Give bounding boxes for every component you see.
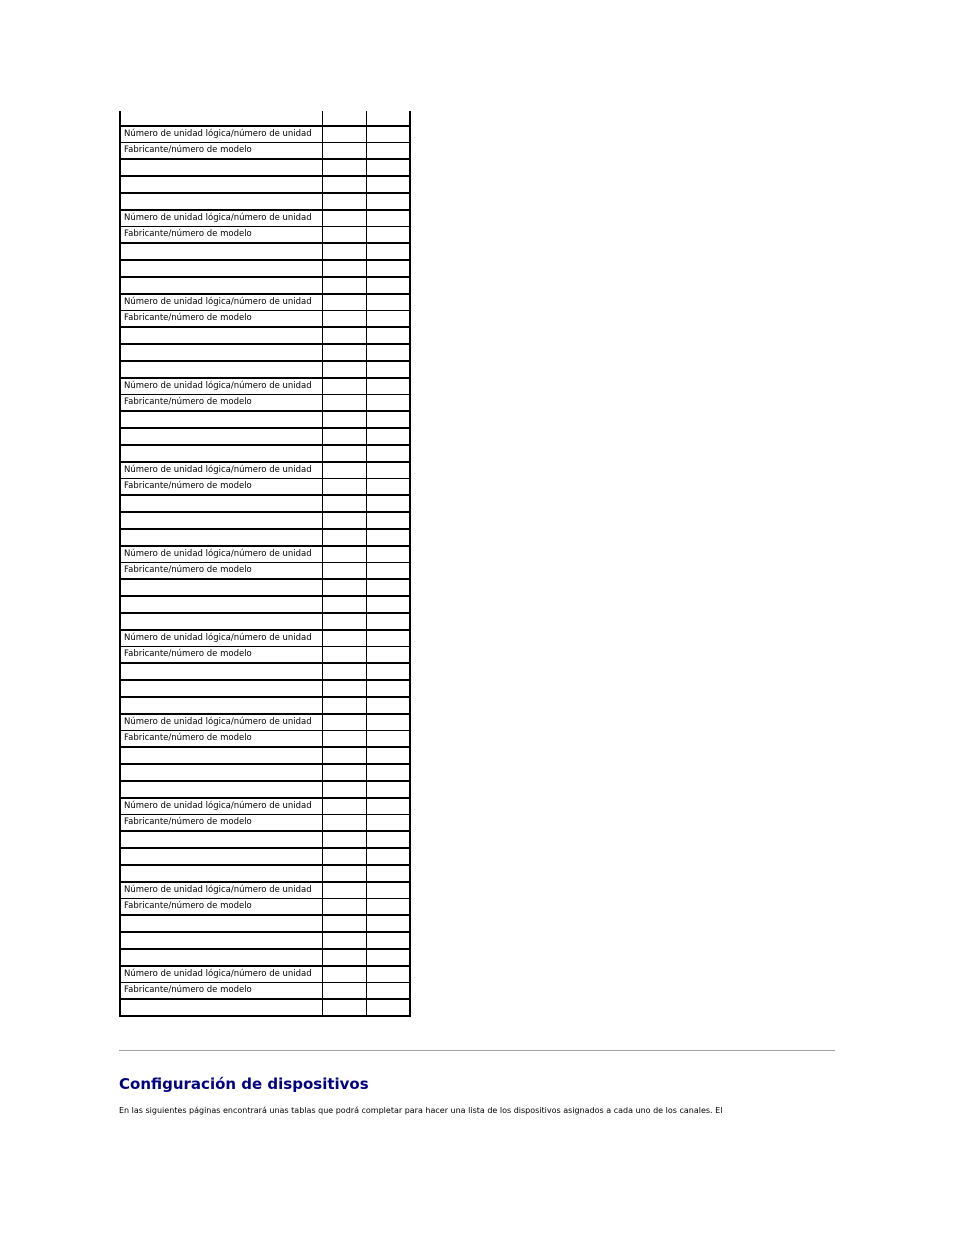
empty-cell xyxy=(120,512,323,529)
table-row xyxy=(120,865,410,882)
value-cell xyxy=(367,512,411,529)
table-row xyxy=(120,294,410,311)
table-row xyxy=(120,227,410,244)
device-form-body xyxy=(120,111,410,1016)
empty-cell xyxy=(120,579,323,596)
value-cell xyxy=(367,344,411,361)
value-cell xyxy=(323,798,367,815)
table-row xyxy=(120,630,410,647)
table-row xyxy=(120,983,410,1000)
lun-label-cell: Número de unidad lógica/número de unidad xyxy=(120,630,323,647)
table-row xyxy=(120,714,410,731)
table-row xyxy=(120,882,410,899)
value-cell xyxy=(323,111,367,126)
value-cell xyxy=(367,647,411,664)
table-row xyxy=(120,327,410,344)
lun-label-cell: Número de unidad lógica/número de unidad xyxy=(120,294,323,311)
value-cell xyxy=(367,277,411,294)
value-cell xyxy=(323,277,367,294)
value-cell xyxy=(367,630,411,647)
value-cell xyxy=(367,159,411,176)
lun-label-cell: Número de unidad lógica/número de unidad xyxy=(120,966,323,983)
lun-label-cell: Número de unidad lógica/número de unidad xyxy=(120,882,323,899)
value-cell xyxy=(367,243,411,260)
table-row xyxy=(120,260,410,277)
empty-cell xyxy=(120,932,323,949)
table-row xyxy=(120,932,410,949)
value-cell xyxy=(367,596,411,613)
empty-cell xyxy=(120,495,323,512)
value-cell xyxy=(367,899,411,916)
value-cell xyxy=(323,479,367,496)
table-row xyxy=(120,243,410,260)
value-cell xyxy=(323,831,367,848)
vendor-label-cell: Fabricante/número de modelo xyxy=(120,983,323,1000)
table-row xyxy=(120,579,410,596)
table-row xyxy=(120,596,410,613)
empty-cell xyxy=(120,680,323,697)
lun-label-cell: Número de unidad lógica/número de unidad xyxy=(120,462,323,479)
value-cell xyxy=(323,899,367,916)
lun-label-cell: Número de unidad lógica/número de unidad xyxy=(120,714,323,731)
value-cell xyxy=(323,579,367,596)
value-cell xyxy=(323,680,367,697)
value-cell xyxy=(323,159,367,176)
vendor-label-cell: Fabricante/número de modelo xyxy=(120,563,323,580)
vendor-label-cell: Fabricante/número de modelo xyxy=(120,899,323,916)
value-cell xyxy=(367,764,411,781)
value-cell xyxy=(323,915,367,932)
value-cell xyxy=(367,663,411,680)
value-cell xyxy=(367,495,411,512)
empty-cell xyxy=(120,747,323,764)
table-row xyxy=(120,462,410,479)
table-row xyxy=(120,111,410,126)
empty-cell xyxy=(120,428,323,445)
table-row xyxy=(120,344,410,361)
value-cell xyxy=(367,798,411,815)
value-cell xyxy=(323,865,367,882)
table-row xyxy=(120,143,410,160)
empty-cell xyxy=(120,697,323,714)
table-row xyxy=(120,563,410,580)
empty-cell xyxy=(120,344,323,361)
empty-cell xyxy=(120,176,323,193)
empty-cell xyxy=(120,111,323,126)
value-cell xyxy=(323,445,367,462)
value-cell xyxy=(367,311,411,328)
value-cell xyxy=(367,697,411,714)
table-row xyxy=(120,781,410,798)
value-cell xyxy=(367,111,411,126)
empty-cell xyxy=(120,361,323,378)
value-cell xyxy=(367,260,411,277)
value-cell xyxy=(367,781,411,798)
lun-label-cell: Número de unidad lógica/número de unidad xyxy=(120,378,323,395)
value-cell xyxy=(323,227,367,244)
section-body-text: En las siguientes páginas encontrará unas tablas que podrá completar para hacer una lista de los dispositivos asignados a cada uno de los canales. El xyxy=(119,1106,723,1115)
empty-cell xyxy=(120,159,323,176)
lun-label-cell: Número de unidad lógica/número de unidad xyxy=(120,126,323,143)
lun-label-cell: Número de unidad lógica/número de unidad xyxy=(120,210,323,227)
vendor-label-cell: Fabricante/número de modelo xyxy=(120,647,323,664)
value-cell xyxy=(367,563,411,580)
vendor-label-cell: Fabricante/número de modelo xyxy=(120,227,323,244)
value-cell xyxy=(367,932,411,949)
table-row xyxy=(120,747,410,764)
value-cell xyxy=(367,714,411,731)
table-row xyxy=(120,899,410,916)
vendor-label-cell: Fabricante/número de modelo xyxy=(120,479,323,496)
value-cell xyxy=(367,579,411,596)
empty-cell xyxy=(120,915,323,932)
table-row xyxy=(120,277,410,294)
vendor-label-cell: Fabricante/número de modelo xyxy=(120,395,323,412)
value-cell xyxy=(323,815,367,832)
vendor-label-cell: Fabricante/número de modelo xyxy=(120,311,323,328)
value-cell xyxy=(323,983,367,1000)
value-cell xyxy=(323,361,367,378)
value-cell xyxy=(323,546,367,563)
table-row xyxy=(120,512,410,529)
table-row xyxy=(120,176,410,193)
table-row xyxy=(120,411,410,428)
value-cell xyxy=(367,815,411,832)
table-row xyxy=(120,126,410,143)
value-cell xyxy=(367,999,411,1016)
vendor-label-cell: Fabricante/número de modelo xyxy=(120,143,323,160)
value-cell xyxy=(323,882,367,899)
empty-cell xyxy=(120,411,323,428)
empty-cell xyxy=(120,848,323,865)
value-cell xyxy=(367,479,411,496)
table-row xyxy=(120,395,410,412)
value-cell xyxy=(367,848,411,865)
empty-cell xyxy=(120,193,323,210)
table-row xyxy=(120,949,410,966)
value-cell xyxy=(323,529,367,546)
table-row xyxy=(120,159,410,176)
empty-cell xyxy=(120,949,323,966)
empty-cell xyxy=(120,663,323,680)
table-row xyxy=(120,966,410,983)
value-cell xyxy=(323,411,367,428)
value-cell xyxy=(367,680,411,697)
value-cell xyxy=(323,327,367,344)
value-cell xyxy=(323,781,367,798)
value-cell xyxy=(323,462,367,479)
value-cell xyxy=(367,126,411,143)
table-row xyxy=(120,361,410,378)
table-row xyxy=(120,311,410,328)
value-cell xyxy=(323,378,367,395)
table-row xyxy=(120,546,410,563)
empty-cell xyxy=(120,831,323,848)
value-cell xyxy=(323,260,367,277)
value-cell xyxy=(323,647,367,664)
empty-cell xyxy=(120,764,323,781)
value-cell xyxy=(323,596,367,613)
table-row xyxy=(120,798,410,815)
value-cell xyxy=(323,210,367,227)
table-row xyxy=(120,529,410,546)
empty-cell xyxy=(120,865,323,882)
empty-cell xyxy=(120,999,323,1016)
value-cell xyxy=(323,126,367,143)
value-cell xyxy=(323,731,367,748)
value-cell xyxy=(323,294,367,311)
value-cell xyxy=(323,193,367,210)
value-cell xyxy=(367,143,411,160)
value-cell xyxy=(323,344,367,361)
table-row xyxy=(120,764,410,781)
table-row xyxy=(120,495,410,512)
empty-cell xyxy=(120,260,323,277)
value-cell xyxy=(367,411,411,428)
value-cell xyxy=(367,395,411,412)
table-row xyxy=(120,731,410,748)
value-cell xyxy=(367,193,411,210)
value-cell xyxy=(323,630,367,647)
table-row xyxy=(120,831,410,848)
lun-label-cell: Número de unidad lógica/número de unidad xyxy=(120,546,323,563)
table-row xyxy=(120,680,410,697)
empty-cell xyxy=(120,327,323,344)
table-row xyxy=(120,663,410,680)
empty-cell xyxy=(120,277,323,294)
table-row xyxy=(120,193,410,210)
value-cell xyxy=(323,243,367,260)
table-row xyxy=(120,210,410,227)
value-cell xyxy=(323,949,367,966)
value-cell xyxy=(323,143,367,160)
lun-label-cell: Número de unidad lógica/número de unidad xyxy=(120,798,323,815)
value-cell xyxy=(323,311,367,328)
value-cell xyxy=(367,546,411,563)
device-form-table xyxy=(119,111,411,1017)
empty-cell xyxy=(120,445,323,462)
value-cell xyxy=(323,613,367,630)
value-cell xyxy=(323,697,367,714)
value-cell xyxy=(323,663,367,680)
value-cell xyxy=(323,428,367,445)
value-cell xyxy=(323,176,367,193)
table-row xyxy=(120,915,410,932)
value-cell xyxy=(367,361,411,378)
value-cell xyxy=(323,966,367,983)
value-cell xyxy=(323,714,367,731)
table-row xyxy=(120,613,410,630)
value-cell xyxy=(323,848,367,865)
value-cell xyxy=(367,966,411,983)
value-cell xyxy=(367,915,411,932)
value-cell xyxy=(367,949,411,966)
value-cell xyxy=(323,932,367,949)
value-cell xyxy=(367,865,411,882)
value-cell xyxy=(367,529,411,546)
value-cell xyxy=(367,227,411,244)
value-cell xyxy=(323,512,367,529)
table-row xyxy=(120,378,410,395)
table-row xyxy=(120,815,410,832)
table-row xyxy=(120,647,410,664)
value-cell xyxy=(367,327,411,344)
section-divider xyxy=(119,1050,835,1051)
value-cell xyxy=(367,831,411,848)
table-row xyxy=(120,479,410,496)
vendor-label-cell: Fabricante/número de modelo xyxy=(120,815,323,832)
empty-cell xyxy=(120,243,323,260)
table-row xyxy=(120,445,410,462)
value-cell xyxy=(323,563,367,580)
value-cell xyxy=(367,176,411,193)
table-row xyxy=(120,428,410,445)
table-row xyxy=(120,697,410,714)
value-cell xyxy=(367,378,411,395)
empty-cell xyxy=(120,596,323,613)
value-cell xyxy=(367,445,411,462)
value-cell xyxy=(323,999,367,1016)
value-cell xyxy=(367,294,411,311)
empty-cell xyxy=(120,613,323,630)
value-cell xyxy=(367,613,411,630)
value-cell xyxy=(367,731,411,748)
value-cell xyxy=(367,747,411,764)
vendor-label-cell: Fabricante/número de modelo xyxy=(120,731,323,748)
value-cell xyxy=(323,764,367,781)
value-cell xyxy=(323,395,367,412)
value-cell xyxy=(367,210,411,227)
table-row xyxy=(120,999,410,1016)
value-cell xyxy=(367,462,411,479)
section-heading: Configuración de dispositivos xyxy=(119,1075,369,1093)
value-cell xyxy=(367,983,411,1000)
empty-cell xyxy=(120,529,323,546)
value-cell xyxy=(323,495,367,512)
table-row xyxy=(120,848,410,865)
value-cell xyxy=(323,747,367,764)
value-cell xyxy=(367,882,411,899)
empty-cell xyxy=(120,781,323,798)
value-cell xyxy=(367,428,411,445)
